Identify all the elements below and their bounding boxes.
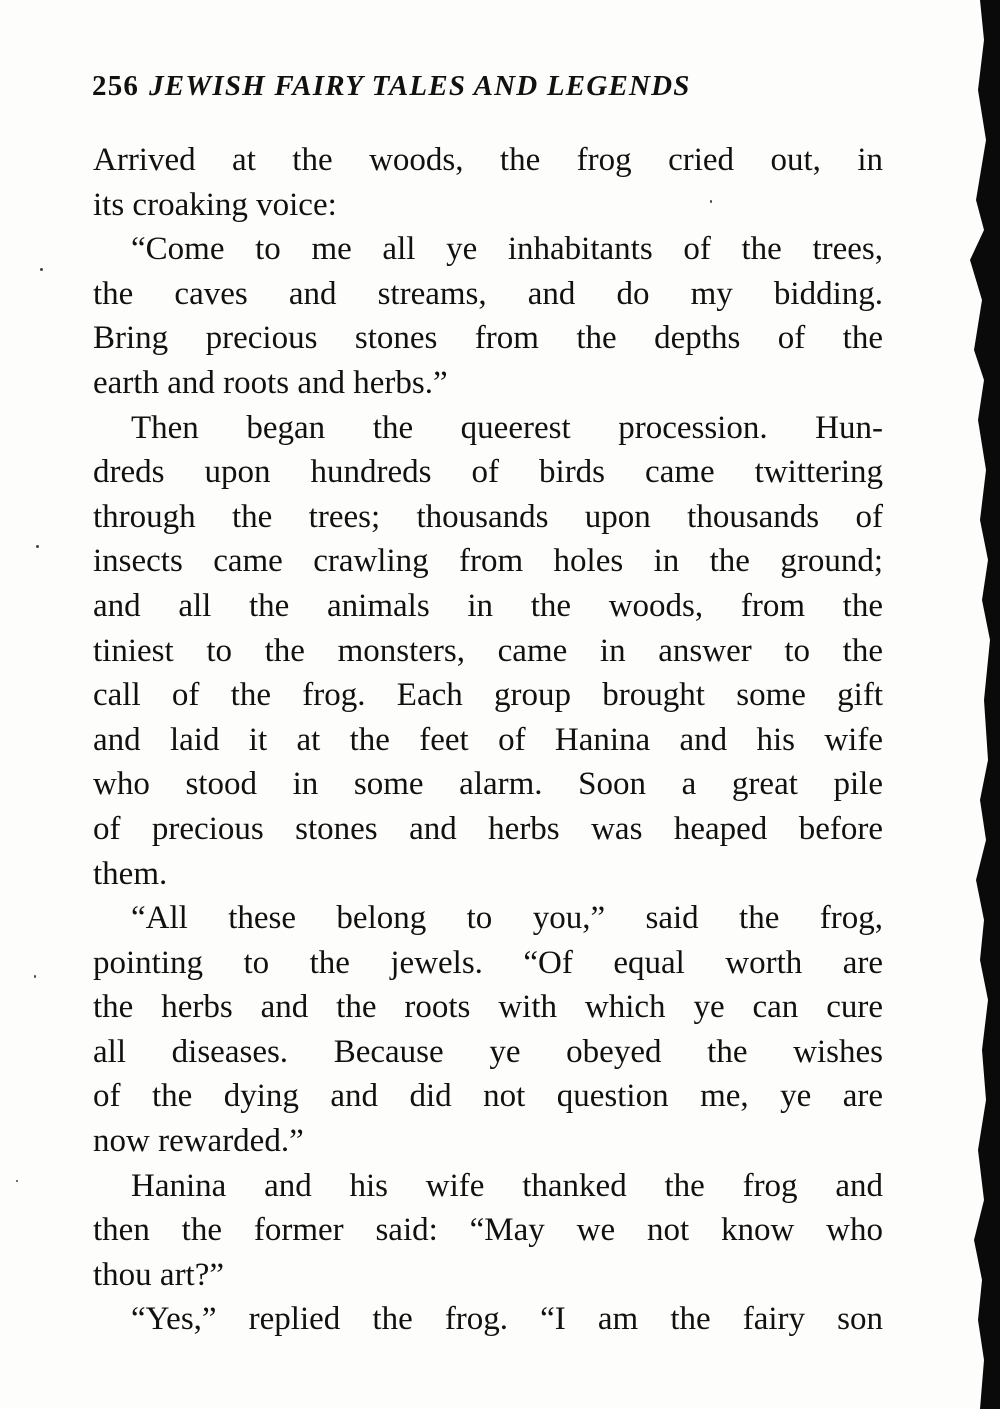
text-line: Then began the queerest procession. Hun- xyxy=(131,409,883,446)
text-line: them. xyxy=(93,855,168,892)
running-title: JEWISH FAIRY TALES AND LEGENDS xyxy=(149,70,691,102)
text-line: Hanina and his wife thanked the frog and xyxy=(131,1167,883,1204)
text-line: who stood in some alarm. Soon a great pile xyxy=(93,766,883,803)
text-line: of precious stones and herbs was heaped before xyxy=(93,810,883,847)
text-line: insects came crawling from holes in the ground; xyxy=(93,543,883,580)
text-line: and all the animals in the woods, from the xyxy=(93,587,883,624)
body-text xyxy=(93,138,883,1342)
text-line: dreds upon hundreds of birds came twittering xyxy=(93,454,883,491)
text-line: of the dying and did not question me, ye are xyxy=(93,1078,883,1115)
text-line: and laid it at the feet of Hanina and his wife xyxy=(93,721,883,758)
text-line: “Come to me all ye inhabitants of the trees, xyxy=(131,231,883,268)
text-line: all diseases. Because ye obeyed the wishes xyxy=(93,1033,883,1070)
scan-speck xyxy=(34,975,36,978)
text-line: Bring precious stones from the depths of the xyxy=(93,320,883,357)
text-line: earth and roots and herbs.” xyxy=(93,364,448,401)
running-header xyxy=(92,64,882,108)
text-line: thou art?” xyxy=(93,1256,225,1293)
text-line: “Yes,” replied the frog. “I am the fairy son xyxy=(131,1301,883,1338)
scan-speck xyxy=(40,268,43,271)
text-line: the herbs and the roots with which ye can cure xyxy=(93,989,883,1026)
text-line: then the former said: “May we not know who xyxy=(93,1212,883,1249)
text-line: through the trees; thousands upon thousands of xyxy=(93,498,883,535)
text-line: now rewarded.” xyxy=(93,1123,304,1160)
text-line: tiniest to the monsters, came in answer to the xyxy=(93,632,883,669)
scan-speck xyxy=(16,1180,18,1182)
text-line: pointing to the jewels. “Of equal worth are xyxy=(93,944,883,981)
text-line: call of the frog. Each group brought some gift xyxy=(93,677,883,714)
scan-speck xyxy=(36,545,39,548)
torn-page-edge xyxy=(940,0,1000,1409)
text-line: “All these belong to you,” said the frog, xyxy=(131,900,883,937)
text-line: Arrived at the woods, the frog cried out, in xyxy=(93,142,883,178)
text-line: the caves and streams, and do my bidding. xyxy=(93,275,883,312)
text-line: its croaking voice: xyxy=(93,186,337,223)
page-number: 256 xyxy=(92,70,140,102)
